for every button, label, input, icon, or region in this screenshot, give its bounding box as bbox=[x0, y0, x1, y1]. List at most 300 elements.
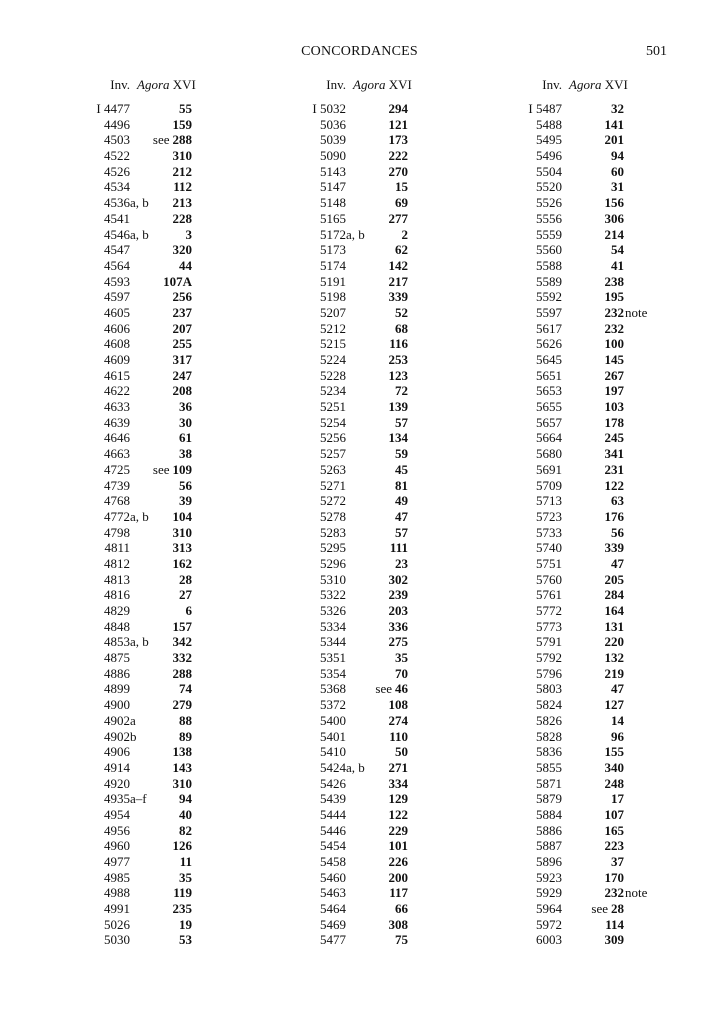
table-row bbox=[80, 117, 255, 133]
inventory-number: 5477 bbox=[320, 932, 346, 948]
catalogue-number: 332 bbox=[172, 650, 192, 666]
catalogue-number: 59 bbox=[395, 446, 408, 462]
catalogue-number: 56 bbox=[611, 524, 624, 540]
table-row bbox=[512, 446, 687, 462]
catalogue-number: 310 bbox=[172, 148, 192, 164]
inventory-number: 5372 bbox=[320, 697, 346, 713]
catalogue-entry bbox=[605, 540, 625, 556]
catalogue-number: 339 bbox=[604, 540, 624, 556]
catalogue-entry bbox=[605, 368, 625, 384]
catalogue-entry bbox=[395, 179, 408, 195]
note-marker: note bbox=[625, 885, 648, 901]
page-number: 501 bbox=[646, 44, 667, 59]
catalogue-number: 226 bbox=[388, 854, 408, 869]
table-row bbox=[296, 305, 471, 321]
table-row bbox=[512, 289, 687, 305]
inventory-number: 5251 bbox=[320, 399, 346, 415]
catalogue-entry bbox=[611, 854, 624, 870]
catalogue-entry bbox=[395, 932, 408, 948]
catalogue-entry bbox=[179, 101, 192, 117]
inventory-suffix: a–f bbox=[130, 791, 147, 807]
table-row bbox=[296, 446, 471, 462]
catalogue-number: 114 bbox=[605, 916, 624, 932]
table-row bbox=[80, 164, 255, 180]
table-row bbox=[80, 446, 255, 462]
header-agora-italic: Agora bbox=[137, 77, 170, 92]
catalogue-entry bbox=[611, 681, 624, 697]
catalogue-number: 107A bbox=[163, 273, 192, 289]
inventory-number: 5929 bbox=[536, 885, 562, 901]
inventory-number: 5651 bbox=[536, 367, 562, 383]
catalogue-entry bbox=[395, 744, 408, 760]
catalogue-entry bbox=[611, 525, 624, 541]
catalogue-number: 271 bbox=[388, 759, 408, 775]
table-row bbox=[512, 603, 687, 619]
catalogue-number: 70 bbox=[395, 665, 408, 681]
table-row bbox=[80, 572, 255, 588]
table-row bbox=[512, 713, 687, 729]
table-row bbox=[296, 117, 471, 133]
inventory-number: 5426 bbox=[320, 775, 346, 791]
catalogue-entry bbox=[389, 838, 409, 854]
catalogue-number: 231 bbox=[604, 461, 624, 477]
inventory-number: 4772 bbox=[104, 508, 130, 524]
header-agora-volume: XVI bbox=[601, 77, 628, 92]
catalogue-entry bbox=[605, 807, 625, 823]
catalogue-number: 157 bbox=[172, 618, 192, 634]
inventory-number: 4526 bbox=[104, 163, 130, 179]
inventory-number: 5090 bbox=[320, 148, 346, 164]
catalogue-entry bbox=[173, 148, 193, 164]
catalogue-entry bbox=[605, 932, 625, 948]
catalogue-entry bbox=[173, 368, 193, 384]
catalogue-number: 107 bbox=[604, 806, 624, 822]
catalogue-entry bbox=[173, 619, 193, 635]
table-row bbox=[80, 681, 255, 697]
table-row bbox=[296, 399, 471, 415]
inventory-number: 5354 bbox=[320, 665, 346, 681]
catalogue-number: 239 bbox=[388, 587, 408, 603]
table-row bbox=[296, 556, 471, 572]
catalogue-number: 309 bbox=[604, 932, 624, 948]
catalogue-entry bbox=[389, 776, 409, 792]
catalogue-number: 155 bbox=[604, 744, 624, 760]
table-row bbox=[296, 791, 471, 807]
header-inv: Inv. bbox=[110, 77, 130, 92]
inventory-suffix: a, b bbox=[346, 226, 365, 242]
catalogue-entry bbox=[611, 242, 624, 258]
table-row bbox=[80, 399, 255, 415]
catalogue-entry bbox=[605, 383, 625, 399]
table-row bbox=[512, 540, 687, 556]
table-row bbox=[296, 587, 471, 603]
header-agora-volume: XVI bbox=[385, 77, 412, 92]
catalogue-entry bbox=[179, 572, 192, 588]
see-reference: see bbox=[591, 901, 608, 917]
catalogue-entry bbox=[179, 430, 192, 446]
inventory-number: 5463 bbox=[320, 885, 346, 901]
table-row bbox=[512, 274, 687, 290]
table-row bbox=[512, 932, 687, 948]
catalogue-number: 63 bbox=[611, 493, 624, 509]
table-row bbox=[512, 242, 687, 258]
catalogue-number: 253 bbox=[388, 352, 408, 367]
catalogue-number: 310 bbox=[172, 524, 192, 540]
catalogue-entry bbox=[605, 117, 625, 133]
table-row bbox=[296, 854, 471, 870]
inventory-number: 5147 bbox=[320, 179, 346, 195]
inventory-number: 5723 bbox=[536, 508, 562, 524]
table-row bbox=[296, 211, 471, 227]
catalogue-number: 217 bbox=[388, 273, 408, 289]
inventory-number: 4622 bbox=[104, 383, 130, 399]
catalogue-number: 340 bbox=[604, 759, 624, 775]
catalogue-number: 255 bbox=[172, 336, 192, 352]
catalogue-number: 112 bbox=[173, 179, 192, 195]
catalogue-number: 69 bbox=[395, 195, 408, 211]
inventory-number: 5617 bbox=[536, 320, 562, 336]
table-row bbox=[80, 383, 255, 399]
catalogue-entry bbox=[605, 572, 625, 588]
catalogue-entry bbox=[605, 227, 625, 243]
catalogue-number: 54 bbox=[611, 242, 624, 258]
table-row bbox=[512, 760, 687, 776]
catalogue-entry bbox=[179, 681, 192, 697]
inventory-suffix: a bbox=[130, 712, 136, 728]
inventory-number: 5173 bbox=[320, 242, 346, 258]
catalogue-number: 302 bbox=[388, 571, 408, 587]
inventory-number: I 4477 bbox=[96, 101, 130, 116]
inventory-number: 4798 bbox=[104, 524, 130, 540]
inventory-number: 5495 bbox=[536, 132, 562, 148]
catalogue-number: 52 bbox=[395, 304, 408, 320]
catalogue-number: 37 bbox=[611, 854, 624, 869]
catalogue-entry bbox=[395, 383, 408, 399]
catalogue-number: 110 bbox=[389, 728, 408, 744]
inventory-number: 4956 bbox=[104, 822, 130, 838]
table-row bbox=[296, 164, 471, 180]
catalogue-number: 122 bbox=[604, 477, 624, 493]
catalogue-number: 245 bbox=[604, 430, 624, 446]
inventory-number: 5896 bbox=[536, 854, 562, 869]
table-row bbox=[296, 352, 471, 368]
inventory-number: 5296 bbox=[320, 555, 346, 571]
catalogue-number: 88 bbox=[179, 712, 192, 728]
inventory-number: 5207 bbox=[320, 304, 346, 320]
catalogue-entry bbox=[389, 885, 408, 901]
table-row bbox=[80, 352, 255, 368]
table-row bbox=[296, 540, 471, 556]
catalogue-entry bbox=[173, 336, 193, 352]
catalogue-number: 35 bbox=[395, 650, 408, 666]
catalogue-number: 267 bbox=[604, 367, 624, 383]
catalogue-number: 308 bbox=[388, 916, 408, 932]
catalogue-entry bbox=[605, 838, 625, 854]
inventory-number: 4900 bbox=[104, 697, 130, 713]
catalogue-number: 47 bbox=[395, 508, 408, 524]
catalogue-number: 108 bbox=[388, 697, 408, 713]
catalogue-entry bbox=[389, 148, 409, 164]
catalogue-entry bbox=[173, 776, 193, 792]
inventory-number: 5496 bbox=[536, 148, 562, 164]
inventory-number: 5887 bbox=[536, 838, 562, 854]
inventory-number: 5460 bbox=[320, 869, 346, 885]
inventory-number: 5836 bbox=[536, 744, 562, 760]
table-row bbox=[512, 917, 687, 933]
inventory-number: 4914 bbox=[104, 759, 130, 775]
catalogue-entry bbox=[395, 478, 408, 494]
header-agora-volume: XVI bbox=[169, 77, 196, 92]
catalogue-entry bbox=[605, 650, 625, 666]
catalogue-entry bbox=[605, 509, 625, 525]
inventory-number: 5824 bbox=[536, 697, 562, 713]
catalogue-number: 14 bbox=[611, 712, 624, 728]
table-row bbox=[296, 179, 471, 195]
catalogue-number: 103 bbox=[604, 399, 624, 415]
inventory-number: 4813 bbox=[104, 571, 130, 587]
catalogue-entry bbox=[179, 587, 192, 603]
catalogue-number: 139 bbox=[388, 399, 408, 415]
catalogue-entry bbox=[605, 823, 625, 839]
inventory-number: 5212 bbox=[320, 320, 346, 336]
catalogue-entry bbox=[389, 164, 409, 180]
table-row bbox=[512, 415, 687, 431]
catalogue-number: 81 bbox=[395, 477, 408, 493]
table-row bbox=[296, 885, 471, 901]
inventory-number: 5224 bbox=[320, 352, 346, 367]
inventory-number: 5588 bbox=[536, 257, 562, 273]
catalogue-entry bbox=[605, 870, 625, 886]
catalogue-entry bbox=[395, 509, 408, 525]
table-row bbox=[80, 713, 255, 729]
catalogue-number: 223 bbox=[604, 838, 624, 854]
inventory-number: 4725 bbox=[104, 461, 130, 477]
inventory-number: 5174 bbox=[320, 257, 346, 273]
catalogue-entry bbox=[395, 556, 408, 572]
header-inv: Inv. bbox=[326, 77, 346, 92]
catalogue-number: 53 bbox=[179, 932, 192, 948]
inventory-number: 5923 bbox=[536, 869, 562, 885]
catalogue-number: 61 bbox=[179, 430, 192, 446]
catalogue-number: 32 bbox=[611, 101, 624, 116]
catalogue-number: 277 bbox=[388, 210, 408, 226]
catalogue-entry bbox=[173, 321, 193, 337]
catalogue-entry bbox=[389, 634, 409, 650]
catalogue-number: 235 bbox=[172, 901, 192, 917]
inventory-number: 5272 bbox=[320, 493, 346, 509]
catalogue-entry bbox=[611, 258, 624, 274]
catalogue-entry bbox=[605, 697, 625, 713]
table-row bbox=[80, 838, 255, 854]
inventory-number: 5803 bbox=[536, 681, 562, 697]
inventory-number: 5709 bbox=[536, 477, 562, 493]
catalogue-number: 232 bbox=[604, 885, 624, 901]
inventory-number: 5444 bbox=[320, 806, 346, 822]
catalogue-number: 94 bbox=[611, 148, 624, 164]
catalogue-number: 176 bbox=[604, 508, 624, 524]
table-row bbox=[80, 776, 255, 792]
table-row bbox=[80, 807, 255, 823]
inventory-number: 4935 bbox=[104, 791, 130, 807]
catalogue-entry bbox=[153, 132, 192, 148]
inventory-number: 4960 bbox=[104, 838, 130, 854]
header-agora-italic: Agora bbox=[353, 77, 386, 92]
inventory-number: 5410 bbox=[320, 744, 346, 760]
table-row bbox=[512, 368, 687, 384]
inventory-number: 5760 bbox=[536, 571, 562, 587]
catalogue-number: 39 bbox=[179, 493, 192, 509]
inventory-number: 5234 bbox=[320, 383, 346, 399]
table-row bbox=[512, 729, 687, 745]
catalogue-number: 222 bbox=[388, 148, 408, 164]
table-row bbox=[512, 164, 687, 180]
catalogue-entry bbox=[389, 823, 409, 839]
catalogue-number: 74 bbox=[179, 681, 192, 697]
inventory-number: 5657 bbox=[536, 414, 562, 430]
inventory-number: 6003 bbox=[536, 932, 562, 948]
catalogue-entry bbox=[389, 101, 409, 117]
table-row bbox=[512, 572, 687, 588]
table-row bbox=[80, 729, 255, 745]
inventory-number: 4615 bbox=[104, 367, 130, 383]
inventory-number: 5400 bbox=[320, 712, 346, 728]
table-row bbox=[296, 242, 471, 258]
table-row bbox=[296, 744, 471, 760]
note-marker: note bbox=[625, 304, 648, 320]
inventory-number: 4988 bbox=[104, 885, 130, 901]
catalogue-number: 119 bbox=[173, 885, 192, 901]
catalogue-number: 82 bbox=[179, 822, 192, 838]
catalogue-number: 47 bbox=[611, 555, 624, 571]
table-row bbox=[512, 838, 687, 854]
inventory-number: 5886 bbox=[536, 822, 562, 838]
inventory-number: 5401 bbox=[320, 728, 346, 744]
catalogue-entry bbox=[179, 493, 192, 509]
catalogue-entry bbox=[389, 619, 409, 635]
catalogue-number: 101 bbox=[388, 838, 408, 854]
table-row bbox=[512, 650, 687, 666]
catalogue-entry bbox=[173, 650, 193, 666]
catalogue-entry bbox=[389, 399, 409, 415]
catalogue-entry bbox=[605, 917, 624, 933]
catalogue-entry bbox=[402, 227, 409, 243]
catalogue-number: 96 bbox=[611, 728, 624, 744]
catalogue-number: 342 bbox=[172, 634, 192, 650]
table-row bbox=[80, 289, 255, 305]
table-row bbox=[80, 148, 255, 164]
catalogue-entry bbox=[390, 540, 408, 556]
table-row bbox=[512, 132, 687, 148]
table-row bbox=[296, 321, 471, 337]
catalogue-entry bbox=[389, 289, 409, 305]
table-row bbox=[512, 525, 687, 541]
catalogue-number: 68 bbox=[395, 320, 408, 336]
table-row bbox=[512, 697, 687, 713]
catalogue-number: 6 bbox=[185, 603, 192, 618]
inventory-suffix: a, b bbox=[130, 226, 149, 242]
table-row bbox=[512, 634, 687, 650]
inventory-number: I 5032 bbox=[312, 101, 346, 116]
table-row bbox=[512, 854, 687, 870]
table-row bbox=[80, 493, 255, 509]
catalogue-number: 317 bbox=[172, 352, 192, 367]
table-row bbox=[512, 399, 687, 415]
inventory-number: 5559 bbox=[536, 226, 562, 242]
catalogue-number: 228 bbox=[172, 210, 192, 226]
table-row bbox=[296, 148, 471, 164]
inventory-number: 5653 bbox=[536, 383, 562, 399]
catalogue-number: 173 bbox=[388, 132, 408, 148]
catalogue-entry bbox=[389, 336, 408, 352]
table-row bbox=[80, 744, 255, 760]
catalogue-entry bbox=[389, 917, 409, 933]
inventory-number: 5278 bbox=[320, 508, 346, 524]
catalogue-entry bbox=[173, 525, 193, 541]
inventory-number: 5322 bbox=[320, 587, 346, 603]
table-row bbox=[296, 666, 471, 682]
inventory-number: 5879 bbox=[536, 791, 562, 807]
table-row bbox=[80, 305, 255, 321]
catalogue-entry bbox=[611, 729, 624, 745]
catalogue-entry bbox=[605, 666, 625, 682]
catalogue-number: 55 bbox=[179, 101, 192, 116]
table-row bbox=[296, 932, 471, 948]
table-row bbox=[296, 195, 471, 211]
catalogue-number: 46 bbox=[395, 681, 408, 697]
catalogue-number: 50 bbox=[395, 744, 408, 760]
catalogue-number: 232 bbox=[604, 304, 624, 320]
table-row bbox=[80, 525, 255, 541]
inventory-number: 5560 bbox=[536, 242, 562, 258]
catalogue-number: 339 bbox=[388, 289, 408, 305]
inventory-number: 5488 bbox=[536, 116, 562, 132]
catalogue-number: 116 bbox=[389, 336, 408, 352]
catalogue-number: 232 bbox=[604, 320, 624, 336]
catalogue-number: 142 bbox=[388, 257, 408, 273]
table-row bbox=[512, 744, 687, 760]
table-row bbox=[80, 430, 255, 446]
inventory-number: 5351 bbox=[320, 650, 346, 666]
table-row bbox=[80, 462, 255, 478]
inventory-suffix: a, b bbox=[346, 759, 365, 775]
catalogue-entry bbox=[179, 917, 192, 933]
table-row bbox=[512, 901, 687, 917]
catalogue-entry bbox=[179, 870, 192, 886]
table-row bbox=[512, 336, 687, 352]
catalogue-entry bbox=[186, 227, 193, 243]
table-row bbox=[80, 854, 255, 870]
inventory-number: 5039 bbox=[320, 132, 346, 148]
table-row bbox=[296, 603, 471, 619]
inventory-number: 4536 bbox=[104, 195, 130, 211]
table-row bbox=[80, 917, 255, 933]
table-row bbox=[512, 352, 687, 368]
catalogue-number: 41 bbox=[611, 257, 624, 273]
catalogue-number: 100 bbox=[604, 336, 624, 352]
inventory-number: 4977 bbox=[104, 854, 130, 869]
table-row bbox=[512, 195, 687, 211]
catalogue-entry bbox=[389, 807, 409, 823]
catalogue-number: 341 bbox=[604, 446, 624, 462]
table-row bbox=[296, 807, 471, 823]
catalogue-entry bbox=[605, 462, 625, 478]
table-row bbox=[296, 838, 471, 854]
inventory-number: 5828 bbox=[536, 728, 562, 744]
catalogue-number: 111 bbox=[389, 540, 408, 556]
catalogue-number: 238 bbox=[604, 273, 624, 289]
catalogue-number: 94 bbox=[179, 791, 192, 807]
inventory-number: 5751 bbox=[536, 555, 562, 571]
